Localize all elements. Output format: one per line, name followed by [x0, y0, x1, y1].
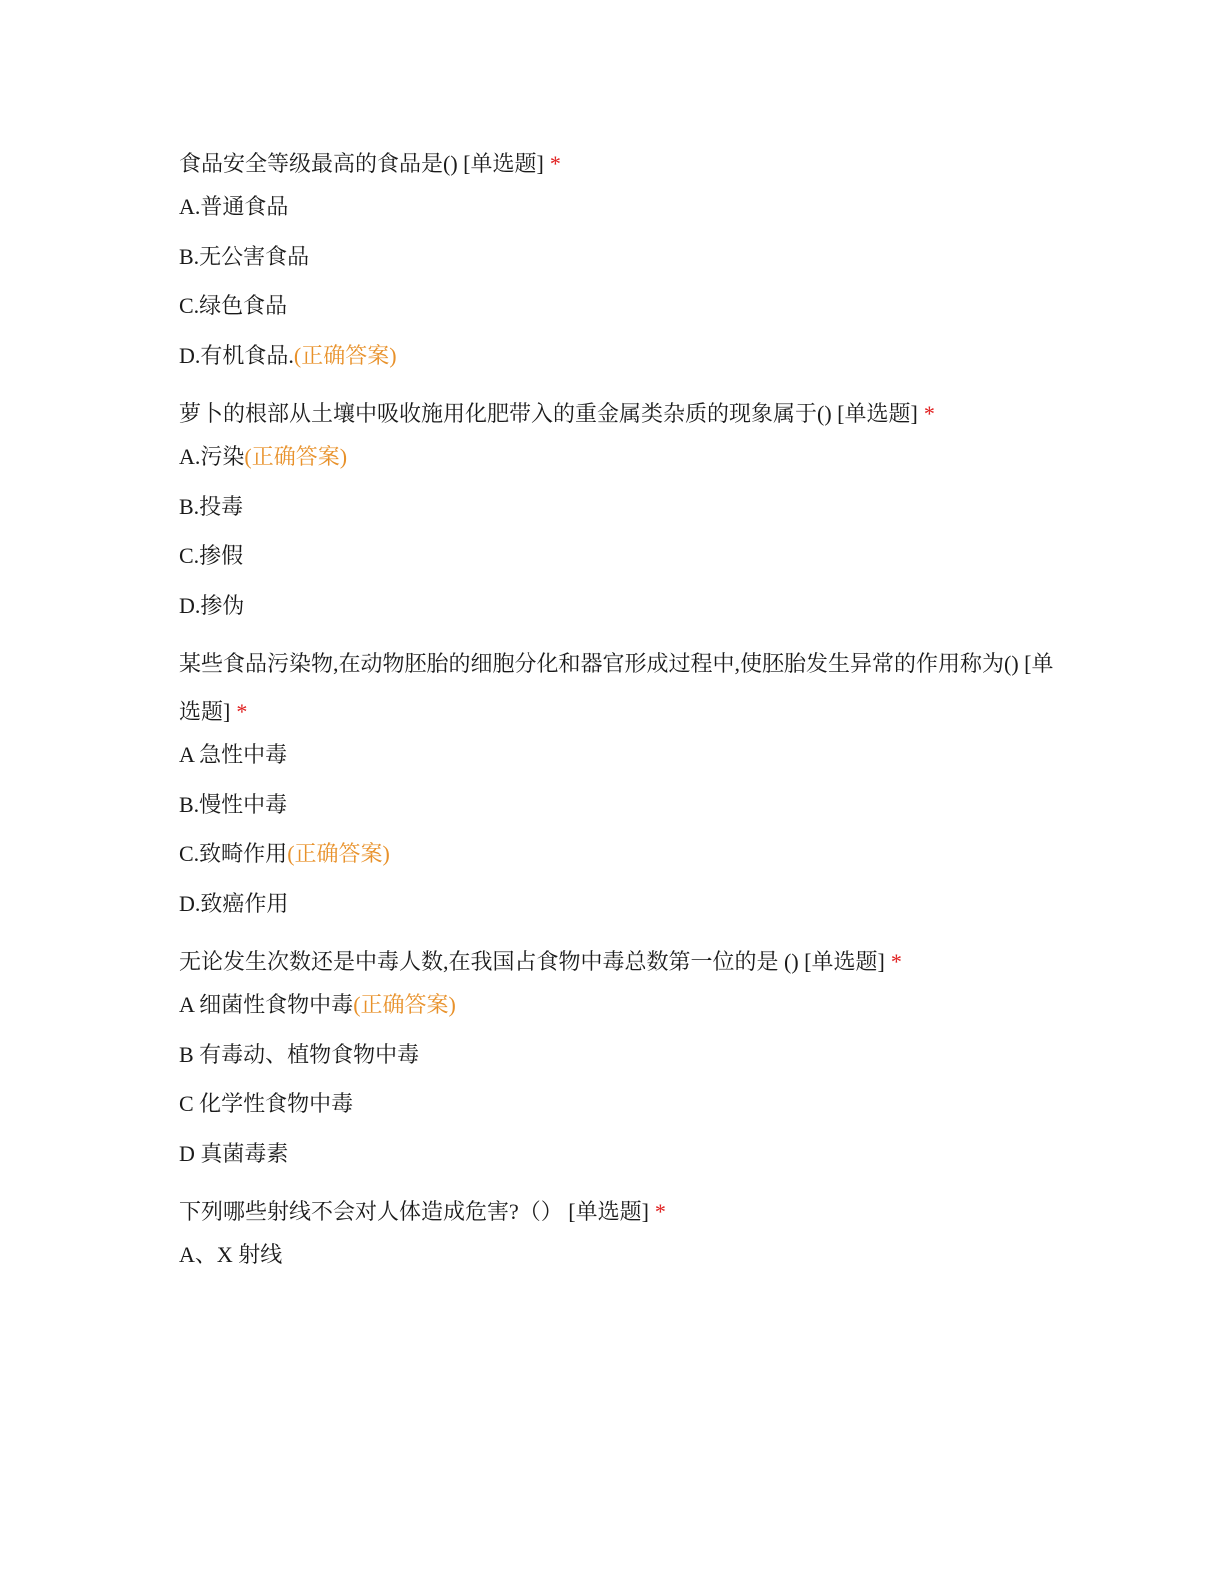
required-asterisk: *: [236, 699, 248, 724]
question-title: 食品安全等级最高的食品是() [单选题] *: [179, 151, 561, 176]
question-2: [179, 390, 1059, 621]
option-c: C.掺假: [179, 543, 244, 568]
option-d: D.掺伪: [179, 592, 245, 618]
required-asterisk: *: [549, 151, 561, 176]
option-a: A 细菌性食物中毒(正确答案): [179, 992, 456, 1017]
option-d: D.有机食品.(正确答案): [179, 342, 397, 368]
option-b: B 有毒动、植物食物中毒: [179, 1041, 420, 1067]
option-a: A 急性中毒: [179, 742, 288, 767]
required-asterisk: *: [654, 1199, 666, 1224]
survey-page: [179, 140, 1059, 1290]
correct-answer-tag: (正确答案): [293, 342, 397, 368]
question-title: 某些食品污染物,在动物胚胎的细胞分化和器官形成过程中,使胚胎发生异常的作用称为() [单选题] *: [179, 651, 1054, 724]
question-4: [179, 938, 1059, 1169]
option-c: C 化学性食物中毒: [179, 1091, 354, 1116]
question-title: 无论发生次数还是中毒人数,在我国占食物中毒总数第一位的是 () [单选题] *: [179, 949, 902, 974]
option-c: C.致畸作用(正确答案): [179, 841, 390, 866]
option-a: A、X 射线: [179, 1242, 283, 1267]
correct-answer-tag: (正确答案): [244, 444, 348, 469]
question-3: [179, 640, 1059, 919]
question-5: [179, 1188, 1059, 1270]
option-a: A.普通食品: [179, 194, 289, 219]
option-d: D 真菌毒素: [179, 1140, 289, 1166]
correct-answer-tag: (正确答案): [353, 992, 456, 1017]
question-title: 萝卜的根部从土壤中吸收施用化肥带入的重金属类杂质的现象属于() [单选题] *: [179, 401, 935, 426]
question-1: [179, 140, 1059, 371]
option-b: B.投毒: [179, 493, 244, 519]
correct-answer-tag: (正确答案): [287, 841, 390, 866]
required-asterisk: *: [890, 949, 902, 974]
option-d: D.致癌作用: [179, 890, 289, 916]
option-c: C.绿色食品: [179, 293, 288, 318]
option-b: B.无公害食品: [179, 243, 310, 269]
option-b: B.慢性中毒: [179, 791, 288, 817]
required-asterisk: *: [923, 401, 935, 426]
question-title: 下列哪些射线不会对人体造成危害?（） [单选题] *: [179, 1199, 666, 1224]
option-a: A.污染(正确答案): [179, 444, 348, 469]
